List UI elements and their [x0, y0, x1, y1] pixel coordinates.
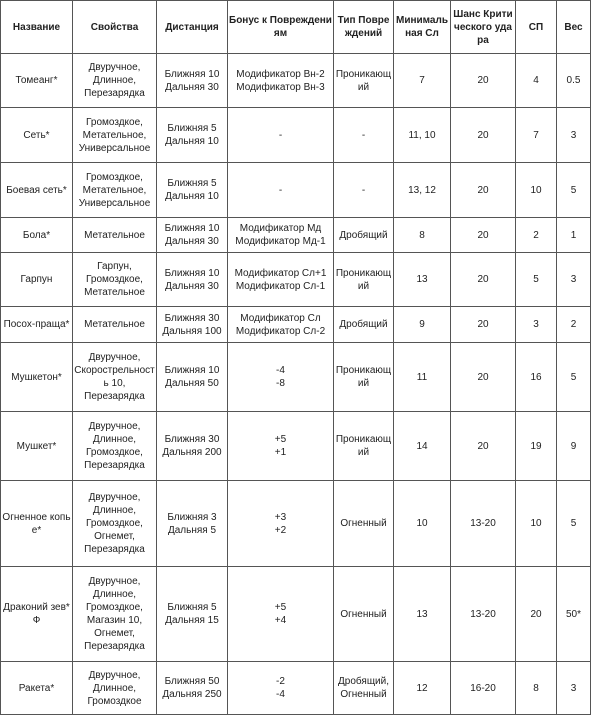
cell-properties: Метательное [73, 218, 157, 253]
cell-range: Ближняя 5 Дальняя 10 [157, 108, 228, 163]
cell-min-dc: 11 [394, 343, 451, 412]
header-weight: Вес [557, 1, 591, 54]
cell-min-dc: 11, 10 [394, 108, 451, 163]
cell-weight: 3 [557, 253, 591, 307]
cell-min-dc: 14 [394, 412, 451, 481]
table-row [1, 662, 591, 715]
cell-range: Ближняя 10 Дальняя 30 [157, 218, 228, 253]
cell-name: Гарпун [1, 253, 73, 307]
header-damage-type: Тип Повреждений [334, 1, 394, 54]
cell-sp: 10 [516, 481, 557, 567]
cell-weight: 5 [557, 481, 591, 567]
cell-sp: 8 [516, 662, 557, 715]
cell-weight: 5 [557, 343, 591, 412]
cell-crit-chance: 13-20 [451, 567, 516, 662]
cell-crit-chance: 16-20 [451, 662, 516, 715]
cell-damage-bonus: +5 +4 [228, 567, 334, 662]
cell-damage-bonus: -2 -4 [228, 662, 334, 715]
table-row [1, 307, 591, 343]
cell-weight: 1 [557, 218, 591, 253]
cell-name: Драконий зев*Ф [1, 567, 73, 662]
cell-sp: 19 [516, 412, 557, 481]
table-row [1, 253, 591, 307]
cell-damage-bonus: Модификатор Сл+1 Модификатор Сл-1 [228, 253, 334, 307]
cell-properties: Двуручное, Длинное, Перезарядка [73, 54, 157, 108]
cell-sp: 4 [516, 54, 557, 108]
table-row [1, 481, 591, 567]
table-row [1, 343, 591, 412]
cell-min-dc: 10 [394, 481, 451, 567]
cell-damage-type: Огненный [334, 567, 394, 662]
cell-damage-bonus: Модификатор Мд Модификатор Мд-1 [228, 218, 334, 253]
cell-name: Сеть* [1, 108, 73, 163]
cell-damage-type: Проникающий [334, 54, 394, 108]
cell-name: Ракета* [1, 662, 73, 715]
cell-name: Томеанг* [1, 54, 73, 108]
cell-min-dc: 13 [394, 253, 451, 307]
cell-min-dc: 8 [394, 218, 451, 253]
cell-sp: 20 [516, 567, 557, 662]
cell-name: Посох-праща* [1, 307, 73, 343]
cell-properties: Двуручное, Длинное, Громоздкое, Огнемет, Перезарядка [73, 481, 157, 567]
cell-range: Ближняя 5 Дальняя 10 [157, 163, 228, 218]
cell-range: Ближняя 30 Дальняя 100 [157, 307, 228, 343]
cell-crit-chance: 20 [451, 253, 516, 307]
header-sp: СП [516, 1, 557, 54]
cell-properties: Двуручное, Длинное, Громоздкое [73, 662, 157, 715]
table-row [1, 108, 591, 163]
cell-weight: 3 [557, 108, 591, 163]
cell-damage-bonus: +5 +1 [228, 412, 334, 481]
cell-damage-type: - [334, 108, 394, 163]
cell-weight: 3 [557, 662, 591, 715]
cell-range: Ближняя 50 Дальняя 250 [157, 662, 228, 715]
cell-damage-type: Дробящий [334, 307, 394, 343]
cell-min-dc: 7 [394, 54, 451, 108]
cell-sp: 5 [516, 253, 557, 307]
cell-damage-bonus: Модификатор Вн-2 Модификатор Вн-3 [228, 54, 334, 108]
table-header-row [1, 1, 591, 54]
cell-range: Ближняя 5 Дальняя 15 [157, 567, 228, 662]
cell-name: Огненное копье* [1, 481, 73, 567]
cell-name: Боевая сеть* [1, 163, 73, 218]
cell-damage-type: - [334, 163, 394, 218]
cell-range: Ближняя 10 Дальняя 30 [157, 54, 228, 108]
cell-crit-chance: 20 [451, 412, 516, 481]
cell-sp: 7 [516, 108, 557, 163]
header-range: Дистанция [157, 1, 228, 54]
cell-crit-chance: 20 [451, 343, 516, 412]
table-row [1, 412, 591, 481]
cell-damage-bonus: +3 +2 [228, 481, 334, 567]
cell-min-dc: 13, 12 [394, 163, 451, 218]
cell-sp: 2 [516, 218, 557, 253]
header-damage-bonus: Бонус к Повреждениям [228, 1, 334, 54]
cell-min-dc: 13 [394, 567, 451, 662]
cell-crit-chance: 20 [451, 54, 516, 108]
cell-name: Мушкет* [1, 412, 73, 481]
cell-properties: Гарпун, Громоздкое, Метательное [73, 253, 157, 307]
cell-sp: 16 [516, 343, 557, 412]
cell-weight: 5 [557, 163, 591, 218]
table-row [1, 567, 591, 662]
cell-weight: 9 [557, 412, 591, 481]
cell-crit-chance: 20 [451, 218, 516, 253]
cell-properties: Громоздкое, Метательное, Универсальное [73, 108, 157, 163]
cell-properties: Двуручное, Скорострельность 10, Перезарядка [73, 343, 157, 412]
cell-name: Бола* [1, 218, 73, 253]
header-properties: Свойства [73, 1, 157, 54]
header-min-dc: Минимальная Сл [394, 1, 451, 54]
cell-sp: 3 [516, 307, 557, 343]
cell-damage-bonus: Модификатор Сл Модификатор Сл-2 [228, 307, 334, 343]
table-row [1, 218, 591, 253]
table-row [1, 54, 591, 108]
cell-damage-type: Дробящий, Огненный [334, 662, 394, 715]
cell-damage-bonus: - [228, 163, 334, 218]
cell-min-dc: 9 [394, 307, 451, 343]
cell-damage-type: Огненный [334, 481, 394, 567]
cell-sp: 10 [516, 163, 557, 218]
cell-range: Ближняя 3 Дальняя 5 [157, 481, 228, 567]
cell-weight: 0.5 [557, 54, 591, 108]
cell-crit-chance: 20 [451, 108, 516, 163]
cell-range: Ближняя 30 Дальняя 200 [157, 412, 228, 481]
cell-damage-bonus: -4 -8 [228, 343, 334, 412]
header-crit-chance: Шанс Критического удара [451, 1, 516, 54]
table-row [1, 163, 591, 218]
cell-range: Ближняя 10 Дальняя 50 [157, 343, 228, 412]
cell-damage-bonus: - [228, 108, 334, 163]
cell-crit-chance: 20 [451, 307, 516, 343]
cell-properties: Двуручное, Длинное, Громоздкое, Перезарядка [73, 412, 157, 481]
cell-properties: Метательное [73, 307, 157, 343]
cell-damage-type: Проникающий [334, 253, 394, 307]
cell-crit-chance: 13-20 [451, 481, 516, 567]
cell-crit-chance: 20 [451, 163, 516, 218]
cell-range: Ближняя 10 Дальняя 30 [157, 253, 228, 307]
cell-name: Мушкетон* [1, 343, 73, 412]
cell-min-dc: 12 [394, 662, 451, 715]
cell-weight: 50* [557, 567, 591, 662]
cell-properties: Громоздкое, Метательное, Универсальное [73, 163, 157, 218]
cell-damage-type: Проникающий [334, 412, 394, 481]
cell-damage-type: Проникающий [334, 343, 394, 412]
cell-weight: 2 [557, 307, 591, 343]
cell-properties: Двуручное, Длинное, Громоздкое, Магазин 10, Огнемет, Перезарядка [73, 567, 157, 662]
cell-damage-type: Дробящий [334, 218, 394, 253]
header-name: Название [1, 1, 73, 54]
